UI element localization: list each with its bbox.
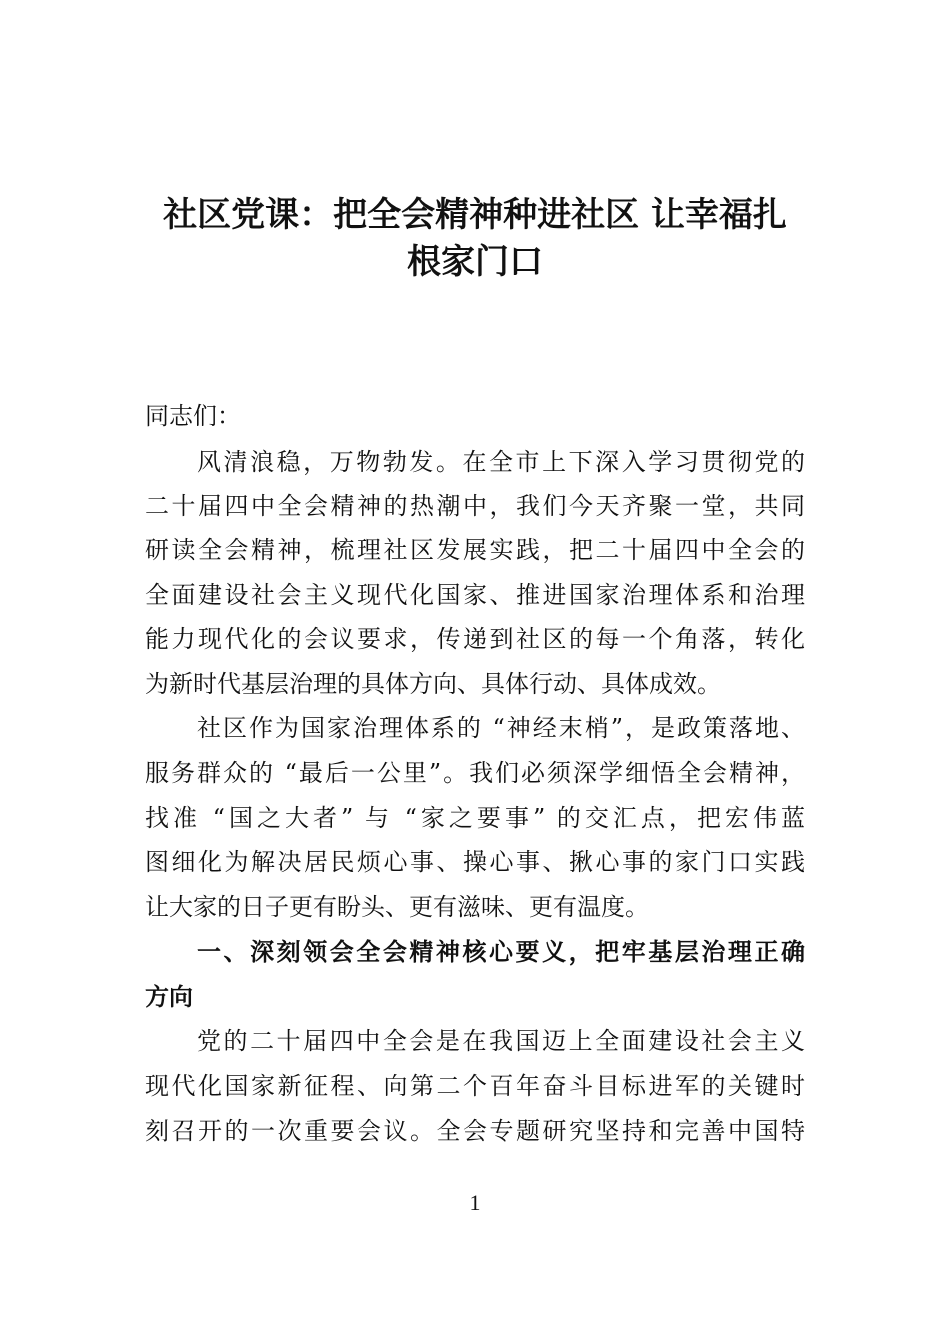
- document-title-line-2: 根家门口: [407, 242, 543, 282]
- paragraph-2-line: 社区作为国家治理体系的 “神经末梢”，是政策落地、: [197, 714, 805, 742]
- paragraph-1-line: 风清浪稳，万物勃发。在全市上下深入学习贯彻党的: [197, 448, 805, 476]
- paragraph-2-line: 让大家的日子更有盼头、更有滋味、更有温度。: [145, 893, 649, 921]
- paragraph-2-line: 图细化为解决居民烦心事、操心事、揪心事的家门口实践: [145, 848, 805, 876]
- paragraph-2-line: 服务群众的 “最后一公里”。我们必须深学细悟全会精神，: [145, 759, 805, 787]
- paragraph-1-line: 研读全会精神，梳理社区发展实践，把二十届四中全会的: [145, 536, 805, 564]
- paragraph-3-line: 党的二十届四中全会是在我国迈上全面建设社会主义: [197, 1027, 805, 1055]
- paragraph-3-line: 刻召开的一次重要会议。全会专题研究坚持和完善中国特: [145, 1117, 805, 1145]
- salutation: 同志们：: [145, 402, 241, 430]
- paragraph-1-line: 全面建设社会主义现代化国家、推进国家治理体系和治理: [145, 581, 805, 609]
- page-number: 1: [469, 1190, 481, 1215]
- paragraph-1-line: 为新时代基层治理的具体方向、具体行动、具体成效。: [145, 670, 721, 698]
- paragraph-3-line: 现代化国家新征程、向第二个百年奋斗目标进军的关键时: [145, 1072, 805, 1100]
- section-heading-line: 方向: [145, 983, 193, 1011]
- document-title-line-1: 社区党课：把全会精神种进社区 让幸福扎: [163, 195, 787, 235]
- paragraph-1-line: 二十届四中全会精神的热潮中，我们今天齐聚一堂，共同: [145, 492, 805, 520]
- section-heading-line: 一、深刻领会全会精神核心要义，把牢基层治理正确: [197, 938, 805, 966]
- paragraph-1-line: 能力现代化的会议要求，传递到社区的每一个角落，转化: [145, 625, 805, 653]
- paragraph-2-line: 找准 “国之大者” 与 “家之要事” 的交汇点，把宏伟蓝: [145, 804, 805, 832]
